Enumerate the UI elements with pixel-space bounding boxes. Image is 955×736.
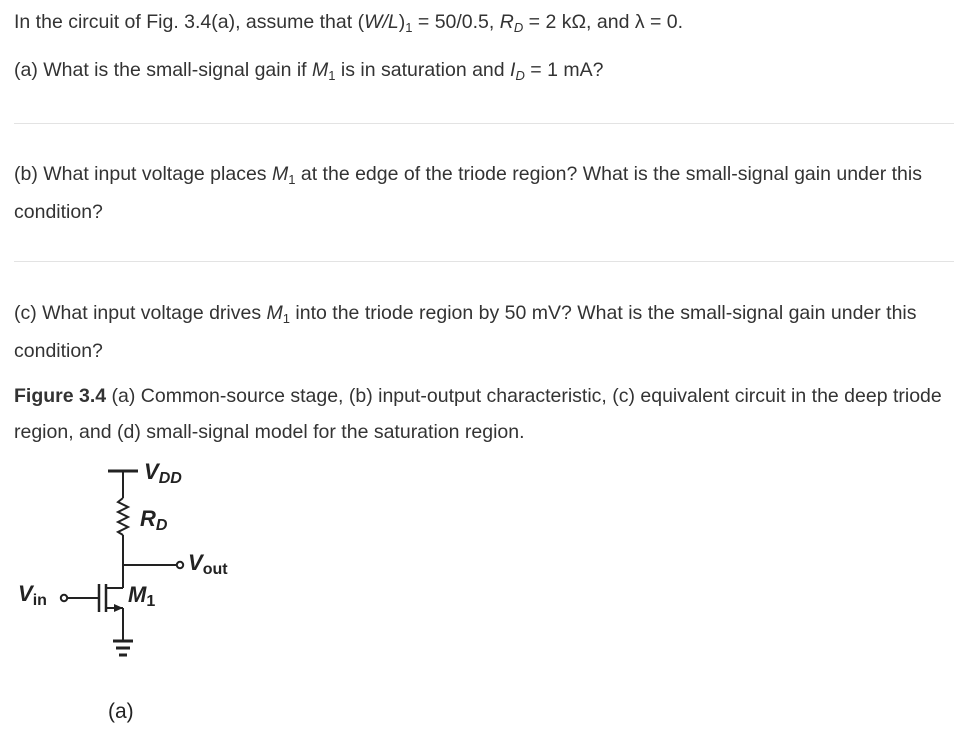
question-part-b: (b) What input voltage places $M_1$ at the edge of the triode region? What is the small-signal gain under this condition? <box>14 163 922 223</box>
vin-label: Vin <box>18 581 47 609</box>
vout-terminal <box>177 562 183 568</box>
vdd-label: VDD <box>144 459 182 487</box>
common-source-circuit <box>0 450 260 736</box>
divider-2 <box>14 261 954 262</box>
subfigure-label: (a) <box>108 700 134 723</box>
vout-label: Vout <box>188 550 228 578</box>
rd-label: RD <box>140 506 168 534</box>
intro-statement: In the circuit of Fig. 3.4(a), assume that $(W/L)_1 = 50/0.5$, $R_D = 2$ kΩ, and λ = 0. <box>14 11 684 35</box>
rd-resistor <box>118 498 128 535</box>
m1-label: M1 <box>128 582 156 610</box>
question-part-a: (a) What is the small-signal gain if $M_1$ is in saturation and $I_D = 1$ mA? <box>14 59 604 83</box>
divider-1 <box>14 123 954 124</box>
source-arrow-icon <box>114 604 123 612</box>
figure-caption: Figure 3.4 (a) Common-source stage, (b) input-output characteristic, (c) equivalent circuit in the deep triode region, and (d) small-signal model for the saturation region. <box>14 385 942 443</box>
question-part-c: (c) What input voltage drives $M_1$ into the triode region by 50 mV? What is the small-signal gain under this condition? <box>14 302 917 362</box>
vin-terminal <box>61 595 67 601</box>
